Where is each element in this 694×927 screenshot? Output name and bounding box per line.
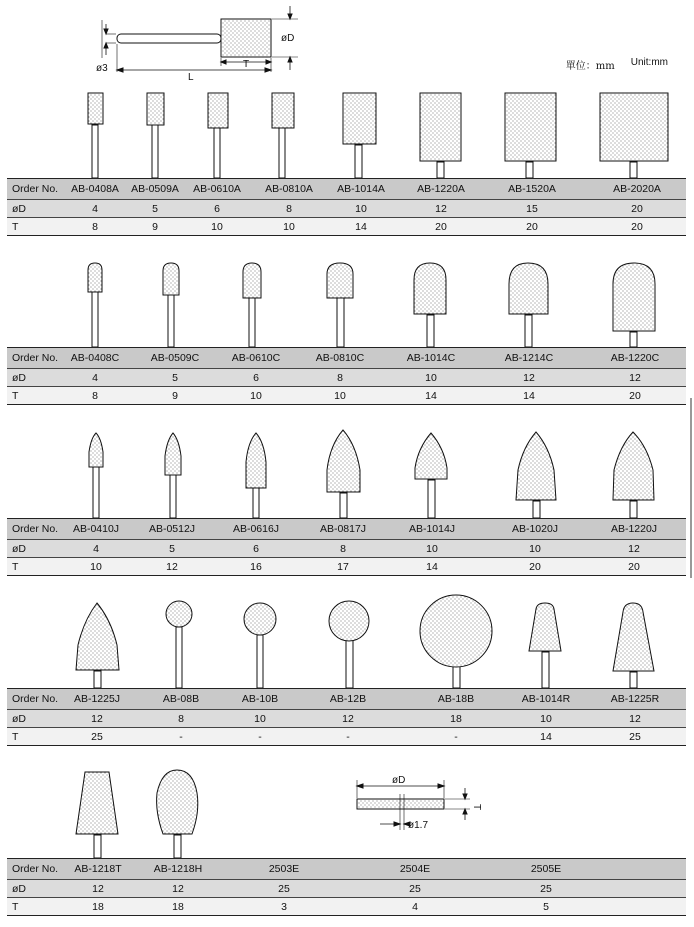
diameter-row-label: øD <box>12 882 26 895</box>
thickness-cell: 10 <box>211 220 223 233</box>
order-number-cell: AB-12B <box>329 693 367 705</box>
diameter-cell: 10 <box>254 712 266 725</box>
order-number-cell: AB-1220A <box>417 183 465 195</box>
order-row-label: Order No. <box>12 693 59 705</box>
order-number-cell: AB-1520A <box>508 183 556 195</box>
order-number-cell: AB-0509A <box>131 183 179 195</box>
thickness-cell: 9 <box>172 389 178 402</box>
tool-ab-2020a <box>600 93 668 178</box>
diameter-cell: 6 <box>253 542 259 555</box>
thickness-cell: 20 <box>529 560 541 573</box>
tool-figures-t-h <box>76 770 198 858</box>
diameter-cell: 12 <box>172 882 184 895</box>
thickness-cell: 20 <box>526 220 538 233</box>
thickness-cell: 5 <box>543 900 549 913</box>
order-number-cell: AB-2020A <box>613 183 661 195</box>
dim-label-t: T <box>243 59 250 70</box>
thickness-cell: 12 <box>166 560 178 573</box>
tool-ab-0610c <box>243 263 261 347</box>
order-row <box>7 689 686 710</box>
tool-ab-1214c <box>509 263 548 347</box>
diameter-cell: 12 <box>629 712 641 725</box>
thickness-cell: 18 <box>92 900 104 913</box>
thickness-cell: 25 <box>91 730 103 743</box>
diameter-cell: 10 <box>540 712 552 725</box>
tool-ab-0616j <box>246 433 266 518</box>
thickness-row <box>7 898 686 915</box>
thickness-row-label: T <box>12 900 19 913</box>
order-number-cell: AB-0408C <box>70 352 120 364</box>
thickness-cell: 25 <box>629 730 641 743</box>
order-number-cell: AB-0810A <box>265 183 313 195</box>
diameter-row <box>7 540 686 558</box>
order-row <box>7 859 686 880</box>
thickness-cell: 3 <box>281 900 287 913</box>
tool-ab-1218h <box>157 770 198 858</box>
order-row-label: Order No. <box>12 352 59 364</box>
thickness-row-label: T <box>12 220 19 233</box>
thickness-cell: 8 <box>92 389 98 402</box>
dim-label-l: L <box>188 72 194 83</box>
tool-ab-1218t <box>76 772 118 858</box>
tool-ab-0810a <box>272 93 294 178</box>
order-number-cell: AB-10B <box>241 693 279 705</box>
thickness-cell: 20 <box>435 220 447 233</box>
order-number-cell: AB-0817J <box>319 523 367 535</box>
diameter-row-label: øD <box>12 371 26 384</box>
thickness-cell: 4 <box>412 900 418 913</box>
order-number-cell: AB-0512J <box>148 523 196 535</box>
order-number-cell: AB-08B <box>162 693 200 705</box>
tool-ab-1014r <box>529 603 561 688</box>
diameter-cell: 12 <box>342 712 354 725</box>
disc-label-d: øD <box>392 775 406 786</box>
tool-ab-08b <box>166 601 192 688</box>
diameter-cell: 6 <box>214 202 220 215</box>
order-number-cell: AB-1218T <box>74 863 122 875</box>
diameter-cell: 4 <box>92 202 98 215</box>
tool-ab-12b <box>329 601 369 688</box>
tool-ab-0509a <box>147 93 164 178</box>
order-number-cell: AB-1014J <box>408 523 456 535</box>
diameter-cell: 12 <box>629 371 641 384</box>
diameter-cell: 6 <box>253 371 259 384</box>
tool-ab-1014j <box>415 433 447 518</box>
tool-ab-1014c <box>414 263 446 347</box>
diameter-cell: 12 <box>91 712 103 725</box>
thickness-cell: 20 <box>631 220 643 233</box>
thickness-cell: 14 <box>540 730 552 743</box>
diameter-cell: 10 <box>425 371 437 384</box>
order-number-cell: AB-1014C <box>406 352 456 364</box>
spec-table <box>7 518 686 576</box>
tool-figures-c <box>88 263 655 347</box>
diameter-cell: 10 <box>355 202 367 215</box>
thickness-row <box>7 728 686 745</box>
diameter-cell: 4 <box>93 542 99 555</box>
diameter-cell: 20 <box>631 202 643 215</box>
tool-figures-j <box>89 430 654 518</box>
thickness-cell: - <box>454 730 458 743</box>
tool-ab-1225j <box>76 603 119 688</box>
tool-ab-1220a <box>420 93 461 178</box>
order-number-cell: 2503E <box>268 863 300 875</box>
thickness-cell: 9 <box>152 220 158 233</box>
order-number-cell: AB-1220C <box>610 352 660 364</box>
thickness-cell: 20 <box>628 560 640 573</box>
thickness-cell: - <box>179 730 183 743</box>
order-number-cell: AB-0610C <box>231 352 281 364</box>
diameter-cell: 5 <box>172 371 178 384</box>
order-number-cell: 2505E <box>530 863 562 875</box>
thickness-cell: 8 <box>92 220 98 233</box>
diameter-cell: 8 <box>178 712 184 725</box>
thickness-cell: - <box>258 730 262 743</box>
tool-ab-10b <box>244 603 276 688</box>
thickness-cell: 18 <box>172 900 184 913</box>
thickness-row-label: T <box>12 560 19 573</box>
diameter-cell: 5 <box>169 542 175 555</box>
dimension-diagram <box>102 6 298 72</box>
order-number-cell: AB-1014R <box>521 693 571 705</box>
thickness-cell: 10 <box>250 389 262 402</box>
diameter-cell: 12 <box>92 882 104 895</box>
order-number-cell: AB-1014A <box>337 183 385 195</box>
diameter-cell: 12 <box>628 542 640 555</box>
diameter-row-label: øD <box>12 712 26 725</box>
diameter-cell: 8 <box>286 202 292 215</box>
tool-ab-0410j <box>89 433 103 518</box>
thickness-row <box>7 558 686 575</box>
order-number-cell: AB-1225R <box>610 693 660 705</box>
diameter-row <box>7 369 686 387</box>
order-number-cell: AB-0408A <box>71 183 119 195</box>
tool-ab-0810c <box>327 263 353 347</box>
order-number-cell: AB-1218H <box>153 863 203 875</box>
diameter-cell: 25 <box>278 882 290 895</box>
diameter-cell: 8 <box>340 542 346 555</box>
spec-table <box>7 178 686 236</box>
diameter-row <box>7 200 686 218</box>
diameter-cell: 10 <box>529 542 541 555</box>
order-row-label: Order No. <box>12 863 59 875</box>
order-row <box>7 348 686 369</box>
tool-ab-1225r <box>613 603 654 688</box>
order-number-cell: 2504E <box>399 863 431 875</box>
diameter-cell: 4 <box>92 371 98 384</box>
dim-label-dia3: ø3 <box>96 63 108 74</box>
thickness-cell: 14 <box>523 389 535 402</box>
thickness-cell: 14 <box>355 220 367 233</box>
tool-ab-1220c <box>613 263 655 347</box>
diameter-cell: 8 <box>337 371 343 384</box>
thickness-cell: 17 <box>337 560 349 573</box>
diameter-cell: 25 <box>409 882 421 895</box>
thickness-cell: - <box>346 730 350 743</box>
dim-label-d: øD <box>281 33 295 44</box>
order-number-cell: AB-0509C <box>150 352 200 364</box>
disc-label-t: T <box>471 804 482 811</box>
order-number-cell: AB-0616J <box>232 523 280 535</box>
tool-ab-1020j <box>516 432 556 518</box>
thickness-cell: 14 <box>426 560 438 573</box>
diameter-row-label: øD <box>12 202 26 215</box>
order-number-cell: AB-1220J <box>610 523 658 535</box>
order-number-cell: AB-0810C <box>315 352 365 364</box>
diameter-row-label: øD <box>12 542 26 555</box>
tool-figures-a <box>88 93 668 178</box>
spec-table <box>7 688 686 746</box>
tool-figures-b-r <box>76 595 654 688</box>
disc-label-hole: ø1.7 <box>408 820 429 831</box>
thickness-row <box>7 218 686 235</box>
tool-ab-0408c <box>88 263 102 347</box>
order-number-cell: AB-1214C <box>504 352 554 364</box>
tool-ab-18b <box>420 595 492 688</box>
diameter-row <box>7 880 686 898</box>
tool-ab-0512j <box>165 433 181 518</box>
spec-table <box>7 858 686 916</box>
diameter-row <box>7 710 686 728</box>
unit-label-en: Unit:mm <box>630 57 668 68</box>
thickness-cell: 14 <box>425 389 437 402</box>
diameter-cell: 15 <box>526 202 538 215</box>
tool-ab-0817j <box>327 430 360 518</box>
order-number-cell: AB-0410J <box>72 523 120 535</box>
tool-ab-1520a <box>505 93 556 178</box>
tool-ab-0408a <box>88 93 103 178</box>
unit-label-cjk: 單位：mm <box>565 61 615 72</box>
thickness-row-label: T <box>12 730 19 743</box>
diameter-cell: 12 <box>435 202 447 215</box>
thickness-cell: 20 <box>629 389 641 402</box>
diameter-cell: 12 <box>523 371 535 384</box>
tool-ab-0610a <box>208 93 228 178</box>
tool-ab-0509c <box>163 263 179 347</box>
tool-ab-1220j <box>613 432 654 518</box>
diameter-cell: 18 <box>450 712 462 725</box>
thickness-cell: 10 <box>334 389 346 402</box>
tool-ab-1014a <box>343 93 376 178</box>
order-number-cell: AB-18B <box>437 693 475 705</box>
thickness-row-label: T <box>12 389 19 402</box>
order-row <box>7 519 686 540</box>
order-row-label: Order No. <box>12 183 59 195</box>
order-number-cell: AB-1020J <box>511 523 559 535</box>
diameter-cell: 10 <box>426 542 438 555</box>
order-row <box>7 179 686 200</box>
diameter-cell: 5 <box>152 202 158 215</box>
diameter-cell: 25 <box>540 882 552 895</box>
spec-table <box>7 347 686 405</box>
thickness-cell: 10 <box>90 560 102 573</box>
order-number-cell: AB-0610A <box>193 183 241 195</box>
thickness-row <box>7 387 686 404</box>
thickness-cell: 16 <box>250 560 262 573</box>
thickness-cell: 10 <box>283 220 295 233</box>
order-number-cell: AB-1225J <box>73 693 121 705</box>
order-row-label: Order No. <box>12 523 59 535</box>
